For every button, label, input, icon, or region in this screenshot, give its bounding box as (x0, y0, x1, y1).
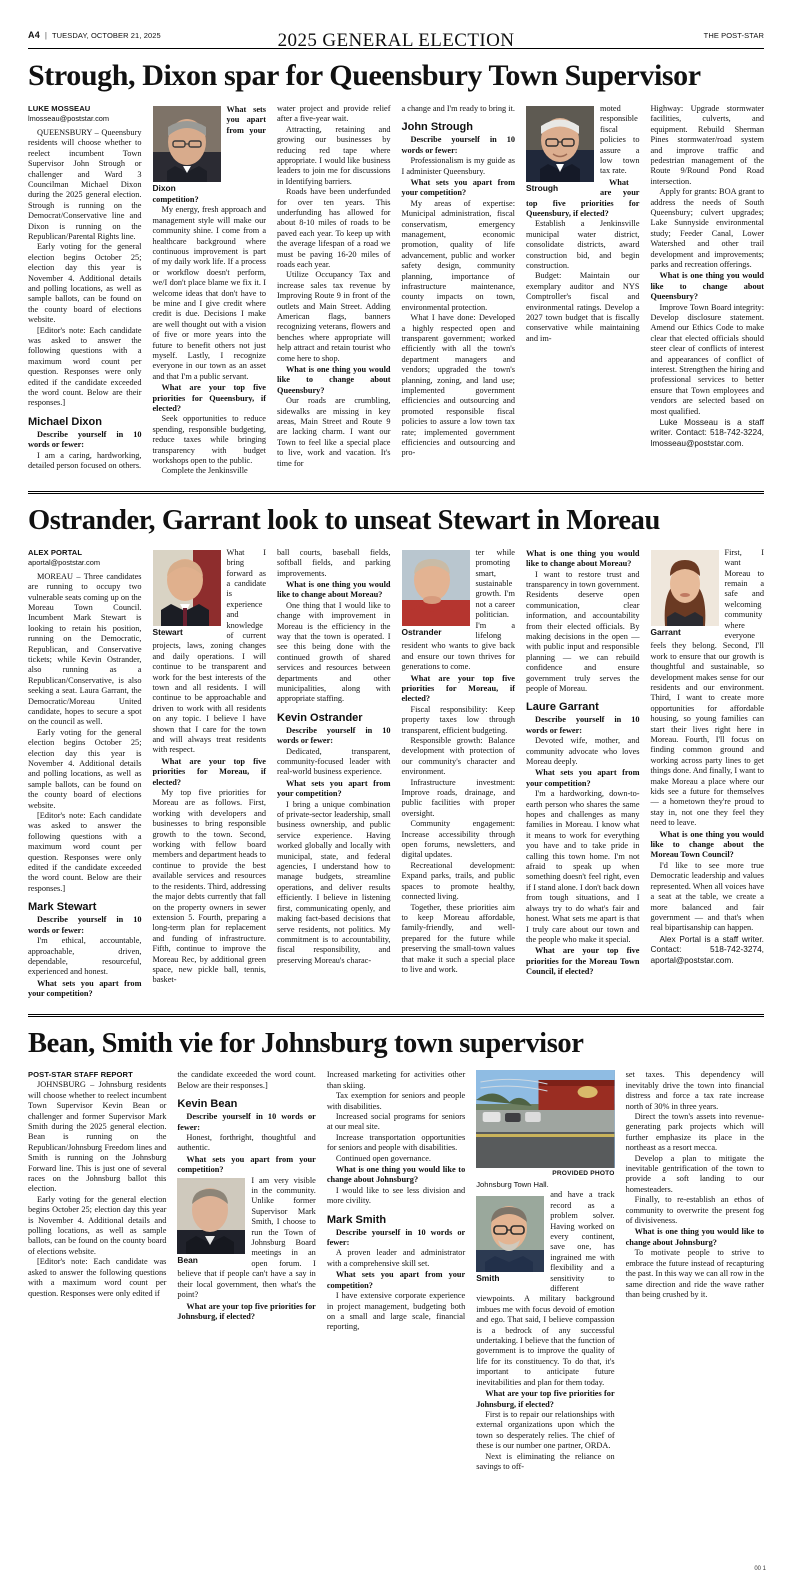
answer: I would like to see less division and more civility. (326, 1185, 466, 1206)
paragraph: Direct the town's assets into revenue-generating park projects which will further emphasize its place in the northeast as a resort mecca. (625, 1112, 765, 1153)
answer: I'm a hardworking, down-to-earth person who shares the same hopes and challenges as many families in Moreau. I know what it means to work for everything you have and to take pride in calling this town home. I'm not afraid to speak up when something doesn't feel right, even if I stand alone. I don't back down from tough situations, and I always try to do what's fair and honest. What sets me apart is that I truly care about our town and the people who make it special. (526, 789, 640, 944)
photo-bean (177, 1178, 245, 1266)
question: What is one thing you would like to change about Johnsburg? (625, 1227, 765, 1247)
paragraph-cont: ball courts, baseball fields, softball fields, and parking improvements. (277, 547, 391, 578)
bean-portrait (177, 1178, 245, 1254)
answer: My top five priorities for Moreau are as follows. First, working with developers and businesses to bring responsible growth to the town. Second, working with fellow board members and department heads to continue to provide the best available services and resources to the residents. Third, addressing the major debts currently that fall on the property owners in sewer extension 5. Fourth, preparing a long-term plan for replacement and funding of infrastructure. Fifth, continue to improve the Moreau Rec, by additional green space, new pickle ball, tennis, basket- (152, 788, 266, 985)
article-columns (28, 548, 764, 1000)
question: What are your top five priorities for Queensbury, if elected? (526, 177, 640, 218)
byline-email: lmosseau@poststar.com (28, 113, 110, 123)
question: Describe yourself in 10 words or fewer: (28, 429, 142, 450)
candidate-name-bean: Kevin Bean (177, 1098, 238, 1111)
editors-note: [Editor's note: Each candidate was asked to answer the following questions with a maximum word count per question. Responses were only edited if the candidate exceeded the word count. Below are their responses.] (28, 325, 142, 408)
byline-author: LUKE MOSSEAU (28, 103, 91, 113)
answer: Establish a Jenkinsville municipal water district, consolidate districts, award construction bid, and begin construction. (526, 219, 640, 270)
answer: First is to repair our relationships with external organizations upon which the town so desperately relies. The chief of these is our number one partner, ORDA. (476, 1409, 615, 1451)
question: What sets you apart from your competition? (526, 768, 640, 788)
question: What are your top five priorities for Johnsburg, if elected? (177, 1301, 316, 1321)
paragraph: Apply for grants: BOA grant to address the needs of South Queensbury; culvert upgrades; Lake Sunnyside environmental study; Feeder Canal, Lower Watershed and other trail development and improvements; parks and recreation offerings. (650, 187, 764, 269)
lead-paragraph: QUEENSBURY – Queensbury residents will choose whether to reelect incumbent Town Supervisor John Strough or challenger and Ward 3 Councilman Michael Dixon during the 2025 general election. Strough is running on the Democrat/Conservative line and Dixon is running on the Republican/Parental Rights line. (28, 127, 142, 241)
photo-label-strough: Strough (526, 182, 559, 193)
portrait-graphic (153, 106, 221, 182)
headline-queensbury: Strough, Dixon spar for Queensbury Town Supervisor (28, 59, 701, 92)
answer: Improve Town Board integrity: Develop disclosure statement. Amend our Ethics Code to make clear that elected officials should steer clear of conflicts of interest and appearances of conflict of interest. Strengthen the hiring and professional services to better ensure that Town employees and vendors are selected based on most qualified. (650, 302, 764, 416)
publication-name: THE POST-STAR (703, 31, 764, 40)
paragraph: Tax exemption for seniors and people with disabilities. (326, 1091, 466, 1111)
paragraph-cont: water project and provide relief after a five-year wait. (277, 103, 391, 124)
town-hall-graphic (476, 1070, 614, 1168)
answer: A proven leader and administrator with a comprehensive skill set. (326, 1248, 466, 1268)
column-1 (28, 548, 142, 1000)
question: What sets you apart from your competition? (277, 778, 391, 799)
column-4 (476, 1070, 614, 1472)
portrait-graphic (476, 1196, 544, 1272)
byline-email: aportal@poststar.com (28, 557, 100, 567)
answer: Responsible growth: Balance development with protection of our community's character and environment. (401, 736, 515, 777)
article-columns (28, 104, 764, 477)
answer-cont: What I have done: Developed a highly respected open and transparent government; worked efficiently with all the town's department managers and vendors; upgraded the town's planning, zoning, and land use; implemented government efficiencies and outsourcing and promoted responsible fiscal policies to assure a low town tax rate; implemented government efficiencies and outsourcing and pro- (401, 313, 515, 458)
paragraph-cont: ter while promoting smart, sustainable growth. I'm not a career politician. I'm a lifelong resident who wants to give back and ensure our town thrives for generations to come. (401, 547, 515, 672)
answer: Community engagement: Increase accessibility through open forums, newsletters, and digital updates. (401, 819, 515, 860)
article-divider (28, 491, 764, 492)
portrait-graphic (153, 550, 221, 626)
editors-note: [Editor's note: Each candidate was asked to answer the following questions with a maximum word count per question. Responses were only edited if (28, 1257, 167, 1298)
question: What is one thing you would like to change about Queensbury? (650, 271, 764, 302)
portrait-graphic (651, 550, 719, 626)
paragraph: Develop a plan to mitigate the inevitable gentrification of the town to provide a soft landing to our homesteaders. (625, 1153, 765, 1194)
photo-strough (526, 106, 594, 194)
headline-johnsburg: Bean, Smith vie for Johnsburg town supervisor (28, 1028, 584, 1060)
column-3 (327, 1070, 465, 1472)
answer: Dedicated, transparent, community-focused leader with real-world business experience. (277, 746, 391, 777)
paragraph: Finally, to re-establish an ethos of community to overwrite the present fog of divisiveness. (625, 1195, 765, 1226)
column-5 (526, 548, 640, 1000)
candidate-name-dixon: Michael Dixon (28, 415, 102, 428)
answer: I have extensive corporate experience in project management, budgeting both on a small and large scale, financial reporting, (326, 1291, 466, 1332)
photo-caption: Johnsburg Town Hall. (476, 1180, 549, 1190)
candidate-name-smith: Mark Smith (326, 1213, 387, 1226)
column-4 (402, 548, 516, 1000)
question: Describe yourself in 10 words or fewer: (326, 1227, 466, 1248)
article-divider (28, 1014, 764, 1015)
masthead-separator: | (44, 31, 47, 40)
question: What sets you apart from your competition? (401, 177, 515, 198)
candidate-name-garrant: Laure Garrant (526, 701, 599, 714)
ostrander-portrait (402, 550, 470, 626)
column-2 (177, 1070, 315, 1472)
answer: I'm ethical, accountable, approachable, driven, dependable, resourceful, experienced and honest. (28, 936, 142, 977)
answer: Honest, forthright, thoughtful and authentic. (177, 1133, 316, 1153)
question: What are your top five priorities for the Moreau Town Council, if elected? (526, 946, 640, 977)
page-folio-end: 00 1 (754, 1566, 766, 1572)
paragraph: Attracting, retaining and growing our businesses by reducing red tape where appropriate. I would like business leaders to join me for discussions in Identifying barriers. (277, 124, 391, 186)
column-2 (153, 548, 267, 1000)
question: What sets you apart from your competition? (28, 978, 142, 999)
answer: Seek opportunities to reduce spending, responsible budgeting, reduce taxes while bringing transparency with budget workshops open to the public. (152, 414, 266, 466)
question: Describe yourself in 10 words or fewer: (526, 715, 640, 735)
question: What are your top five priorities for Moreau, if elected? (401, 673, 515, 704)
column-5 (526, 104, 640, 477)
column-3 (277, 104, 391, 477)
lead-paragraph: MOREAU – Three candidates are running to occupy two vulnerable seats coming up on the Moreau Town Council. Incumbent Mark Stewart is looking to retain his position, running on the Democratic, Republican, and Conservative tickets; while Kevin Ostrander, also running as a Republican/Conservative, is also seeking a seat. Laura Garrant, the Democratic/Moreau United candidate, hopes to secure a spot on the council as well. (28, 571, 142, 727)
dixon-portrait (153, 106, 221, 182)
photo-label-ostrander: Ostrander (401, 626, 442, 637)
editors-note: [Editor's note: Each candidate was asked to answer the following questions with a maximum word count per question. Responses were only edited if the candidate exceeded the word count. Below are their responses.] (28, 811, 142, 893)
masthead-left (28, 30, 161, 40)
question: What are your top five priorities for Johnsburg, if elected? (476, 1389, 615, 1409)
column-1 (28, 1070, 166, 1472)
photo-label-dixon: Dixon (152, 182, 176, 193)
paragraph: Roads have been underfunded for over ten years. This underfunding has allowed for about 8-10 miles of roads to be paved each year. To keep up with the average lifespan of a road we must be paving 16-20 miles of roads each year. (277, 187, 391, 269)
byline-author: POST-STAR STAFF REPORT (28, 1070, 133, 1080)
town-hall-photo (476, 1070, 614, 1190)
paragraph-cont: the candidate exceeded the word count. Below are their responses.] (177, 1070, 316, 1090)
paragraph: Increased social programs for seniors at our meal site. (326, 1112, 466, 1132)
article-queensbury (28, 49, 764, 494)
question: What is one thing you would like to change about the Moreau Town Council? (650, 829, 764, 860)
answer: I am a caring, hardworking, detailed person focused on others. (28, 450, 142, 471)
question: What is one thing you would like to change about Queensbury? (277, 365, 391, 395)
photo-garrant (651, 550, 719, 638)
answer: Recreational development: Expand parks, trails, and public spaces to promote healthy, connected living. (401, 860, 515, 902)
column-1 (28, 104, 142, 477)
photo-label-bean: Bean (177, 1254, 198, 1265)
portrait-graphic (402, 550, 470, 626)
column-6 (651, 548, 765, 1000)
paragraph: Increased marketing for activities other than skiing. (326, 1070, 466, 1090)
paragraph-cont: set taxes. This dependency will inevitably drive the town into financial distress and force a tax rate increase north of 30% in three years. (625, 1070, 765, 1111)
answer: To motivate people to strive to embrace the future instead of recapturing the past. In this way we can all row in the same direction and ride the wave rather than being crushed by it. (625, 1248, 765, 1299)
question: What sets you apart from your competition? (152, 104, 266, 204)
masthead-date: TUESDAY, OCTOBER 21, 2025 (51, 31, 161, 40)
photo-dixon (153, 106, 221, 194)
question: What sets you apart from your competition? (177, 1154, 316, 1175)
byline-author: ALEX PORTAL (28, 547, 83, 557)
answer: Professionalism is my guide as I administer Queensbury. (401, 156, 515, 176)
answer: First, I want Moreau to remain a safe and welcoming community where everyone feels they belong. Second, I'll work to ensure that our growth is thoughtful and sustainable, so development makes sense for our residents and our environment. Third, I want to create more opportunities for affordable housing, so young families can start their lives right here in Moreau. Fourth, I'll focus on finding common ground and working across party lines to get things done. And finally, I want to make Moreau a place where our kids see a future for themselves — a hometown they're proud to stay in, not one they feel they need to leave. (650, 547, 764, 828)
folio-number: A4 (28, 30, 40, 40)
answer-cont: Complete the Jenkinsville (161, 466, 248, 476)
paragraph: Increase transportation opportunities for seniors and people with disabilities. (326, 1132, 466, 1153)
article-johnsburg (28, 1017, 764, 1472)
photo-label-stewart: Stewart (152, 626, 183, 637)
paragraph-cont: and have a track record as a problem solver. Having worked on every continent, save one, has ingrained me with flexibility and a sensitivity to different viewpoints. A military background imbues me with focus devoid of emotion and ego. That said, I believe compassion is a bedrock of any successful undertaking. I believe that the function of government is to improve the quality of life for its constituency. To do that, it's important to anticipate future inevitabilities and plan for them today. (476, 1190, 615, 1387)
paragraph: Continued open governance. (335, 1153, 431, 1163)
answer: I'd like to see more true Democratic leadership and values represented. When all voices have a seat at the table, we create a more balanced and fair government — and that's when real bipartisanship can happen. (650, 860, 764, 933)
strough-portrait (526, 106, 594, 182)
answer: What I bring forward as a candidate is experience and knowledge of current projects, laws, zoning changes and daily operations. I will continue to be transparent and work for the best interests of the town and all residents. I will continue to be approachable and driven to work with all residents on any topic. I believe I have shown that I care for the town and will always treat residents with respect. (152, 547, 266, 755)
candidate-name-ostrander: Kevin Ostrander (277, 711, 363, 724)
question: Describe yourself in 10 words or fewer: (28, 915, 142, 935)
paragraph: Early voting for the general election begins October 25; election day this year is November 4. Additional details and polling locations, as well as sample ballots, can be found on the county board of elections website. (28, 1194, 167, 1256)
answer: Together, these priorities aim to keep Moreau affordable, family-friendly, and well-prepared for the future while preserving the small-town values that make it such a special place to live and work. (401, 902, 515, 974)
answer: I bring a unique combination of private-sector leadership, small business ownership, and public service experience. Having worked globally and locally with municipal, state, and federal agencies, I understand how to manage budgets, streamline operations, and deliver results efficiently. I believe in listening first, communicating openly, and making fact-based decisions that serve residents, not politics. My commitment is to accountability, fiscal responsibility, and preserving Moreau's charac- (277, 799, 391, 965)
paragraph: Early voting for the general election begins October 25; election day this year is November 4. Additional details and polling locations, as well as sample ballots, can be found on the county board of elections website. (28, 727, 142, 810)
article-columns (28, 1070, 764, 1472)
answer: Infrastructure investment: Improve roads, drainage, and public facilities with proper oversight. (401, 777, 515, 818)
photo-label-garrant: Garrant (650, 626, 681, 637)
answer: Our roads are crumbling, sidewalks are missing in key areas, Main Street and Route 9 are lacking charm. I want our Town to feel like a special place to live, work and vacation. It's time for (277, 396, 391, 468)
paragraph: Utilize Occupancy Tax and increase sales tax revenue by Improving Route 9 in front of the outlets and Main Street. Adding American flags, banners recognizing veterans, flowers and benches where appropriate will help attract and retain tourist who come here to shop. (277, 270, 391, 363)
photo-label-smith: Smith (476, 1273, 500, 1284)
author-tagline: Alex Portal is a staff writer. Contact: 518-742-3274, aportal@poststar.com. (650, 933, 764, 965)
question: What are your top five priorities for Moreau, if elected? (152, 756, 266, 787)
photo-smith (476, 1196, 544, 1284)
question: Describe yourself in 10 words or fewer: (401, 135, 515, 155)
question: Describe yourself in 10 words or fewer: (177, 1112, 316, 1132)
candidate-name-stewart: Mark Stewart (28, 901, 97, 914)
question: Describe yourself in 10 words or fewer: (277, 725, 391, 746)
candidate-name-strough: John Strough (401, 121, 473, 134)
paragraph-cont: a change and I'm ready to bring it. (401, 103, 515, 113)
paragraph-cont: moted responsible fiscal policies to assure a low town tax rate. (600, 103, 640, 176)
photo-stewart (153, 550, 221, 638)
portrait-graphic (177, 1178, 245, 1254)
masthead (28, 30, 764, 51)
author-tagline: Luke Mosseau is a staff writer. Contact: 518-742-3224, lmosseau@poststar.com. (650, 417, 764, 448)
smith-portrait (476, 1196, 544, 1272)
answer: I want to restore trust and transparency in town government. Residents deserve open communication, clear information, and accountability from their elected officials. By making decisions in the open — with public input and responsible planning — we can rebuild confidence and ensure government truly serves the people of Moreau. (526, 569, 640, 693)
answer: I am very visible in the community. Unlike former Supervisor Mark Smith, I choose to run the Town of Johnsburg Board meetings in an open forum. I believe that if people can't have a say in their local government, then what's the point? (177, 1175, 316, 1300)
question: What is one thing you would like to change about Moreau? (277, 579, 391, 600)
portrait-graphic (526, 106, 594, 182)
photo-credit: PROVIDED PHOTO (552, 1170, 615, 1178)
stewart-portrait (153, 550, 221, 626)
column-3 (277, 548, 391, 1000)
paragraph-cont: Highway: Upgrade stormwater facilities, culverts, and equipment. Rebuild Sherman Pines stormwater/road system and improve traffic and pedestrian management of the Route 9/Round Pond Road intersection. (650, 103, 764, 186)
answer: One thing that I would like to change with improvement in Moreau is the efficiency in the way that the town is operated. I see this being done with the continued growth of shared services and resources between departments and other municipalities, along with appropriate staffing. (277, 600, 391, 704)
answer: Next is eliminating the reliance on savings to off- (476, 1451, 615, 1471)
answer: My energy, fresh approach and management style will make our community shine. I come from a healthcare background where continuous improvement is part of my daily work life. If a process or workflow doesn't perform, we/I don't place blame we fix it. I welcome ideas that don't have to be mine and I give credit where credit is due. Decisions I make are well thought out with a vision of five or more years into the future to benefit others not just myself. Lastly, I recognize everyone in our town as an asset and that I'm a public servant. (152, 205, 266, 381)
garrant-portrait (651, 550, 719, 626)
question: What are your top five priorities for Queensbury, if elected? (152, 383, 266, 414)
column-2 (153, 104, 267, 477)
answer: Devoted wife, mother, and community advocate who loves Moreau deeply. (526, 736, 640, 767)
lead-paragraph: JOHNSBURG – Johnsburg residents will choose whether to reelect incumbent Town Supervisor Kevin Bean or challenger and former Supervisor Mark Smith during the 2025 general election. Bean is running on the Republican/Johnsburg Freedom lines and Smith is running on the Johnsburg Forward line. This is just one of several races on the Johnsburg ballot this election. (28, 1080, 167, 1194)
johnsburg-town-hall-image (476, 1070, 614, 1168)
paragraph: Early voting for the general election begins October 25; election day this year is November 4. Additional details and polling locations, as well as sample ballots, can be found on the county board of elections website. (28, 242, 142, 325)
column-4 (402, 104, 516, 477)
question: What sets you apart from your competition? (326, 1270, 466, 1290)
article-moreau (28, 494, 764, 1017)
answer: Budget: Maintain our exemplary auditor and NYS Comptroller's fiscal and environmental ratings. Develop a 2027 town budget that is fiscally conservative while maintaining and im- (526, 271, 640, 343)
answer: My areas of expertise: Municipal administration, fiscal conservatism, emergency management, economic promotion, quality of life advancement, public and worker safety design, community planning, importance of infrastructure maintenance, county impacts on town, environmental protection. (401, 198, 515, 312)
section-title: 2025 GENERAL ELECTION (277, 30, 515, 51)
question: What is one thing you would like to change about Moreau? (526, 548, 640, 569)
answer: Fiscal responsibility: Keep property taxes low through transparent, efficient budgeting. (401, 704, 515, 735)
question: What is one thing you would like to change about Johnsburg? (326, 1165, 466, 1185)
column-5 (626, 1070, 764, 1472)
headline-moreau: Ostrander, Garrant look to unseat Stewart in Moreau (28, 505, 660, 537)
photo-ostrander (402, 550, 470, 638)
column-6 (651, 104, 765, 477)
